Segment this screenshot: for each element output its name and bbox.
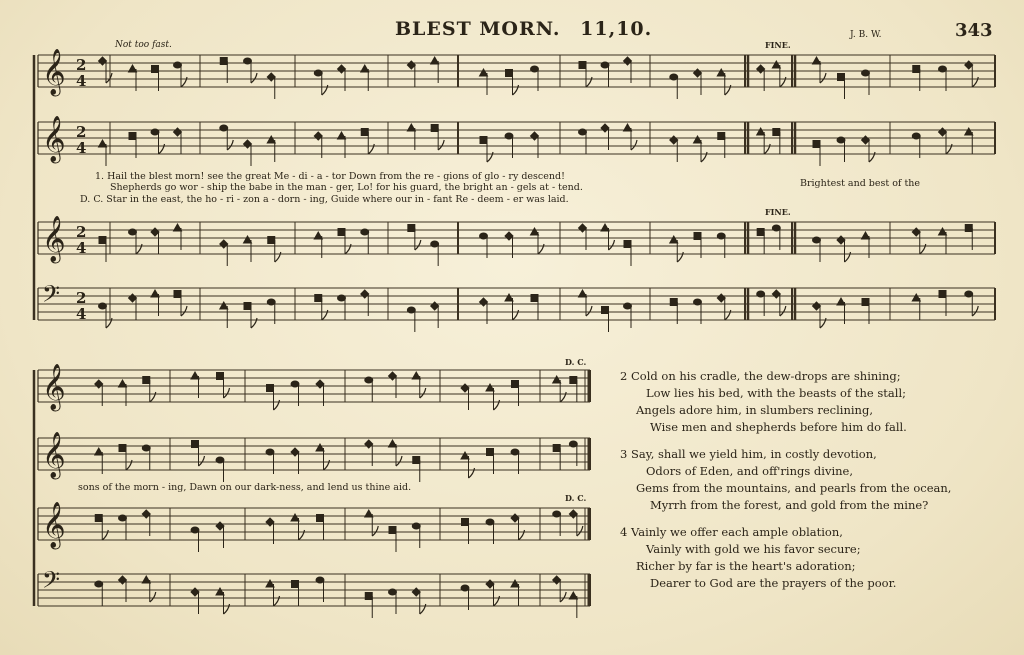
stanza-text: Cold on his cradle, the dew-drops are shining; [630,369,901,383]
treble-clef-icon: 𝄞 [42,116,66,162]
note [191,588,199,614]
note [602,307,609,333]
note [431,241,439,266]
note [361,129,374,155]
note [461,384,469,410]
note [412,588,426,614]
stanza-text: Say, shall we yield him, in costly devotion, [630,447,877,461]
stanza-list [620,368,951,602]
note [624,241,631,267]
time-signature-bottom: 4 [76,239,87,257]
note [531,295,538,321]
tempo-marking: Not too fast. [115,40,172,50]
treble-clef-icon: 𝄞 [42,502,66,548]
note [191,527,199,552]
note [389,527,396,553]
note [506,70,519,96]
stanza-line [620,524,951,541]
stanza-line: Dearer to God are the prayers of the poor. [650,576,897,590]
note [912,294,920,320]
note [317,515,324,541]
note [486,384,500,410]
stanza-line: Wise men and shepherds before him do fall. [650,420,907,434]
stanza-line: Low lies his bed, with the beasts of the stall; [646,386,906,400]
time-signature-bottom: 4 [76,72,87,90]
note [431,302,439,328]
composer-initials: J. B. W. [850,30,882,40]
note [174,128,182,154]
note [965,128,973,154]
note [216,522,224,548]
note [837,236,851,262]
lyric-system2: sons of the morn - ing, Dawn on our dark-ness, and lend us thine aid. [78,482,412,493]
note [244,236,252,262]
note [757,128,771,154]
note [694,69,702,95]
note [670,74,678,99]
note [338,229,351,255]
note [813,141,820,167]
stanza-line [620,446,951,463]
treble-clef-icon: 𝄞 [42,364,66,410]
note [772,61,786,87]
note [119,515,127,540]
time-signature-top: 2 [76,289,87,307]
stanza-number: 3 [620,447,628,461]
bass-clef-icon: 𝄢 [42,280,61,313]
staff [38,508,590,540]
note [480,137,493,163]
stanza-number: 4 [620,525,628,539]
time-signature-top: 2 [76,223,87,241]
stanza-4 [620,524,951,592]
note [316,444,330,470]
note [670,236,684,262]
note [569,592,577,618]
note [461,452,475,478]
note [553,376,567,402]
stanza-line: Angels adore him, in slumbers reclining, [636,403,873,417]
note [129,294,137,320]
note [244,140,252,166]
staff [38,438,590,470]
note [365,377,373,402]
dc-marker-top: D. C. [565,357,587,367]
note [119,445,132,471]
stanza-line [620,368,951,385]
time-signature-top: 2 [76,56,87,74]
note [862,136,876,162]
lyric-verse1b: Shepherds go wor - ship the babe in the man - ger, Lo! for his guard, the bright an - gels at - tend. [110,182,583,193]
note [338,295,346,320]
note [267,385,280,411]
note [773,129,780,155]
note [142,445,150,470]
note [174,62,188,87]
note [267,136,275,162]
stanza-line: Odors of Eden, and off'rings divine, [646,464,853,478]
fine-marker-alto: FINE. [765,207,791,217]
note [757,229,764,255]
note [579,129,587,154]
note [315,295,328,321]
stanza-number: 2 [620,369,628,383]
note [486,580,500,606]
note [413,457,420,483]
note [553,445,560,471]
note [361,229,369,254]
note [670,136,678,162]
note [291,514,305,540]
stanza-line: Gems from the mountains, and pearls from the ocean, [636,481,952,495]
note [579,62,592,88]
treble-clef-icon: 𝄞 [42,216,66,262]
page-number: 343 [955,20,993,41]
treble-clef-icon: 𝄞 [42,49,66,95]
note [95,581,103,606]
dc-marker-mid: D. C. [565,493,587,503]
note [129,229,143,254]
note [244,303,257,329]
note [838,74,845,100]
note [143,377,156,403]
note [216,588,230,614]
note [99,237,106,263]
lyric-dc-line: D. C. Star in the east, the ho - ri - zon a - dorn - ing, Guide where our in - fant Re - deem - er was laid. [80,194,569,205]
note [216,457,224,482]
stanza-3 [620,446,951,514]
time-signature-bottom: 4 [76,139,87,157]
note [480,69,488,95]
note [601,62,609,87]
note [95,515,108,541]
hymn-name: BLEST MORN. [395,18,561,40]
staff [38,222,995,254]
note [939,128,953,154]
time-signature-bottom: 4 [76,305,87,323]
note [292,581,299,607]
note [151,228,159,254]
note [965,61,979,87]
note [99,140,107,166]
note [365,593,372,619]
bass-clef-icon: 𝄢 [42,566,61,599]
note [624,303,632,328]
note [266,580,280,606]
stanza-line: Richer by far is the heart's adoration; [636,559,856,573]
treble-clef-icon: 𝄞 [42,432,66,478]
note [389,589,397,614]
note [912,228,926,254]
stanza-text: Vainly we offer each ample oblation, [630,525,843,539]
note [570,377,577,403]
fine-marker-top: FINE. [765,40,791,50]
stanza-line: Myrrh from the forest, and gold from the mine? [650,498,929,512]
note [511,580,519,606]
note [314,70,328,95]
lyric-refrain: Brightest and best of the [800,178,921,189]
note [813,302,827,328]
note [694,136,708,162]
note [407,307,415,332]
note [412,523,420,548]
note [151,129,165,154]
hymn-meter: 11,10. [580,18,653,40]
lyric-verse1: 1. Hail the blest morn! see the great Me - di - a - tor Down from the re - gions of glo - ry descend! [95,171,565,182]
staff [38,55,995,87]
note [717,69,731,95]
note [531,228,545,254]
note [511,514,525,540]
note [939,228,947,254]
note [220,302,228,328]
staff [38,122,995,154]
time-signature-top: 2 [76,123,87,141]
note [862,70,870,95]
stanza-2 [620,368,951,436]
note [813,237,821,262]
stanza-line: Vainly with gold we his favor secure; [646,542,861,556]
note [717,294,731,320]
note [267,73,275,99]
note [268,237,281,263]
note [505,294,519,320]
note [837,137,845,162]
note [220,240,228,266]
note [407,61,415,87]
